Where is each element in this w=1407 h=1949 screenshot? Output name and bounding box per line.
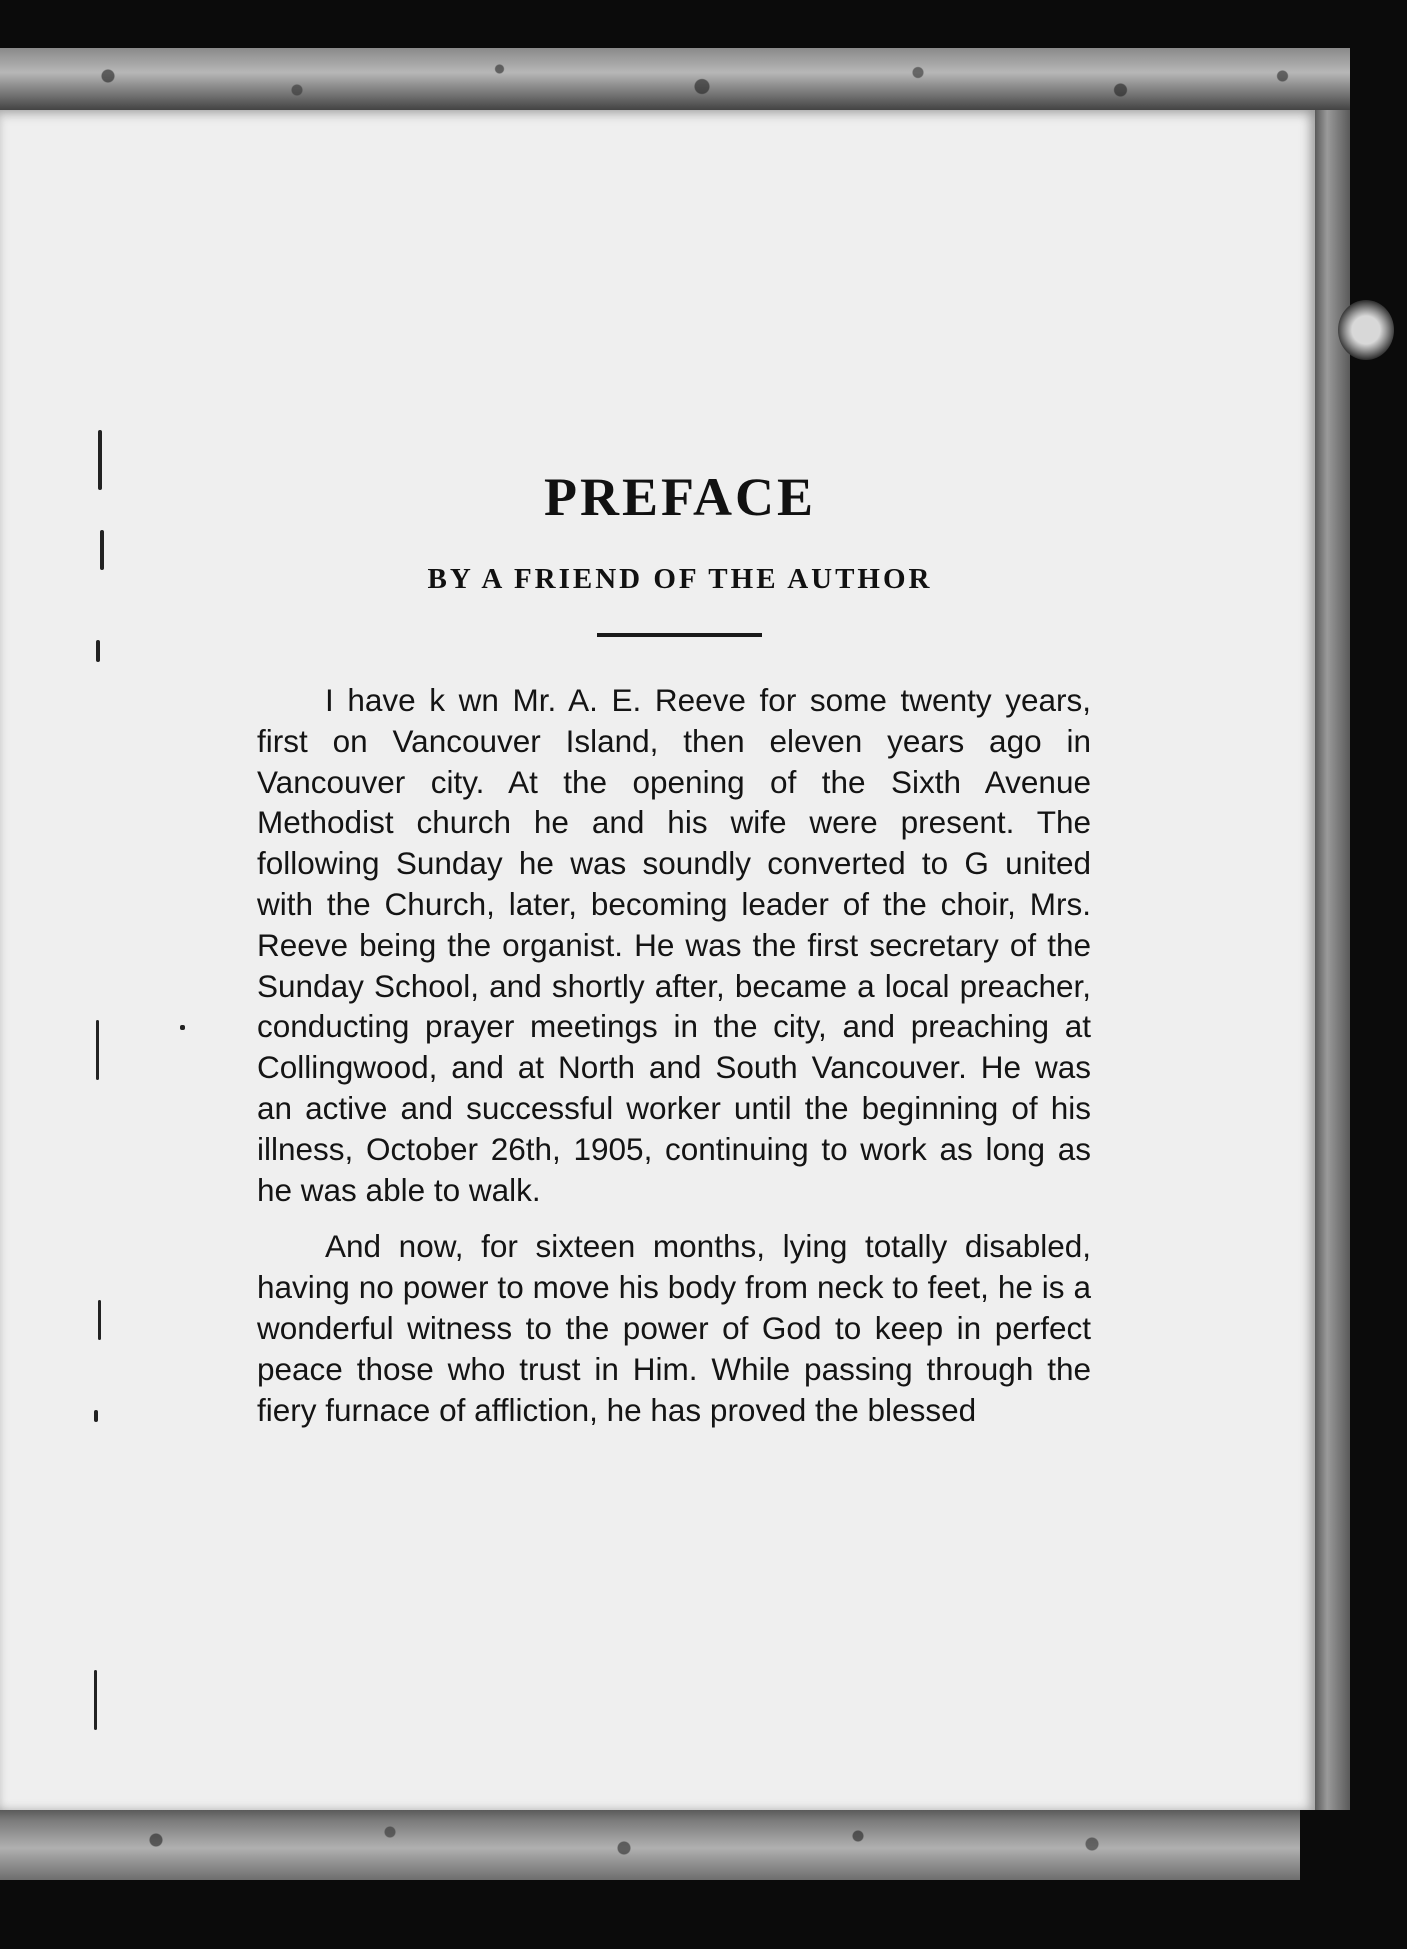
page-bottom-edge	[0, 1800, 1300, 1880]
margin-mark	[180, 1025, 185, 1030]
margin-mark	[94, 1410, 98, 1422]
margin-mark	[94, 1670, 97, 1730]
margin-mark	[100, 530, 104, 570]
margin-mark	[96, 1020, 99, 1080]
margin-mark	[96, 640, 100, 662]
paragraph: And now, for sixteen months, lying totally disabled, having no power to move his body from neck to feet, he is a wonderful witness to the power of God to keep in perfect peace those who trust in Him. While passing through the fiery furnace of affliction, he has proved the blessed	[257, 1228, 1091, 1428]
paragraph: I have k wn Mr. A. E. Reeve for some twenty years, first on Vancouver Island, then eleven years ago in Vancouver city. At the opening of the Sixth Avenue Methodist church he and his wife were present. The following Sunday he was soundly converted to G united with the Church, later, becoming leader of the choir, Mrs. Reeve being the organist. He was the first secretary of the Sunday School, and shortly after, became a local preacher, conducting prayer meetings in the city, and preaching at Collingwood, and at North and South Vancouver. He was an active and successful worker until the beginning of his illness, October 26th, 1905, continuing to work as long as he was able to walk.	[257, 682, 1091, 1208]
punch-hole	[1338, 300, 1394, 360]
page-right-edge	[1312, 110, 1350, 1810]
page-top-edge	[0, 48, 1350, 118]
page-subtitle: BY A FRIEND OF THE AUTHOR	[427, 563, 933, 595]
margin-mark	[98, 1300, 101, 1340]
title-divider	[597, 633, 762, 637]
preface-body	[257, 680, 1091, 1446]
page-title: PREFACE	[544, 467, 816, 527]
margin-mark	[98, 430, 102, 490]
